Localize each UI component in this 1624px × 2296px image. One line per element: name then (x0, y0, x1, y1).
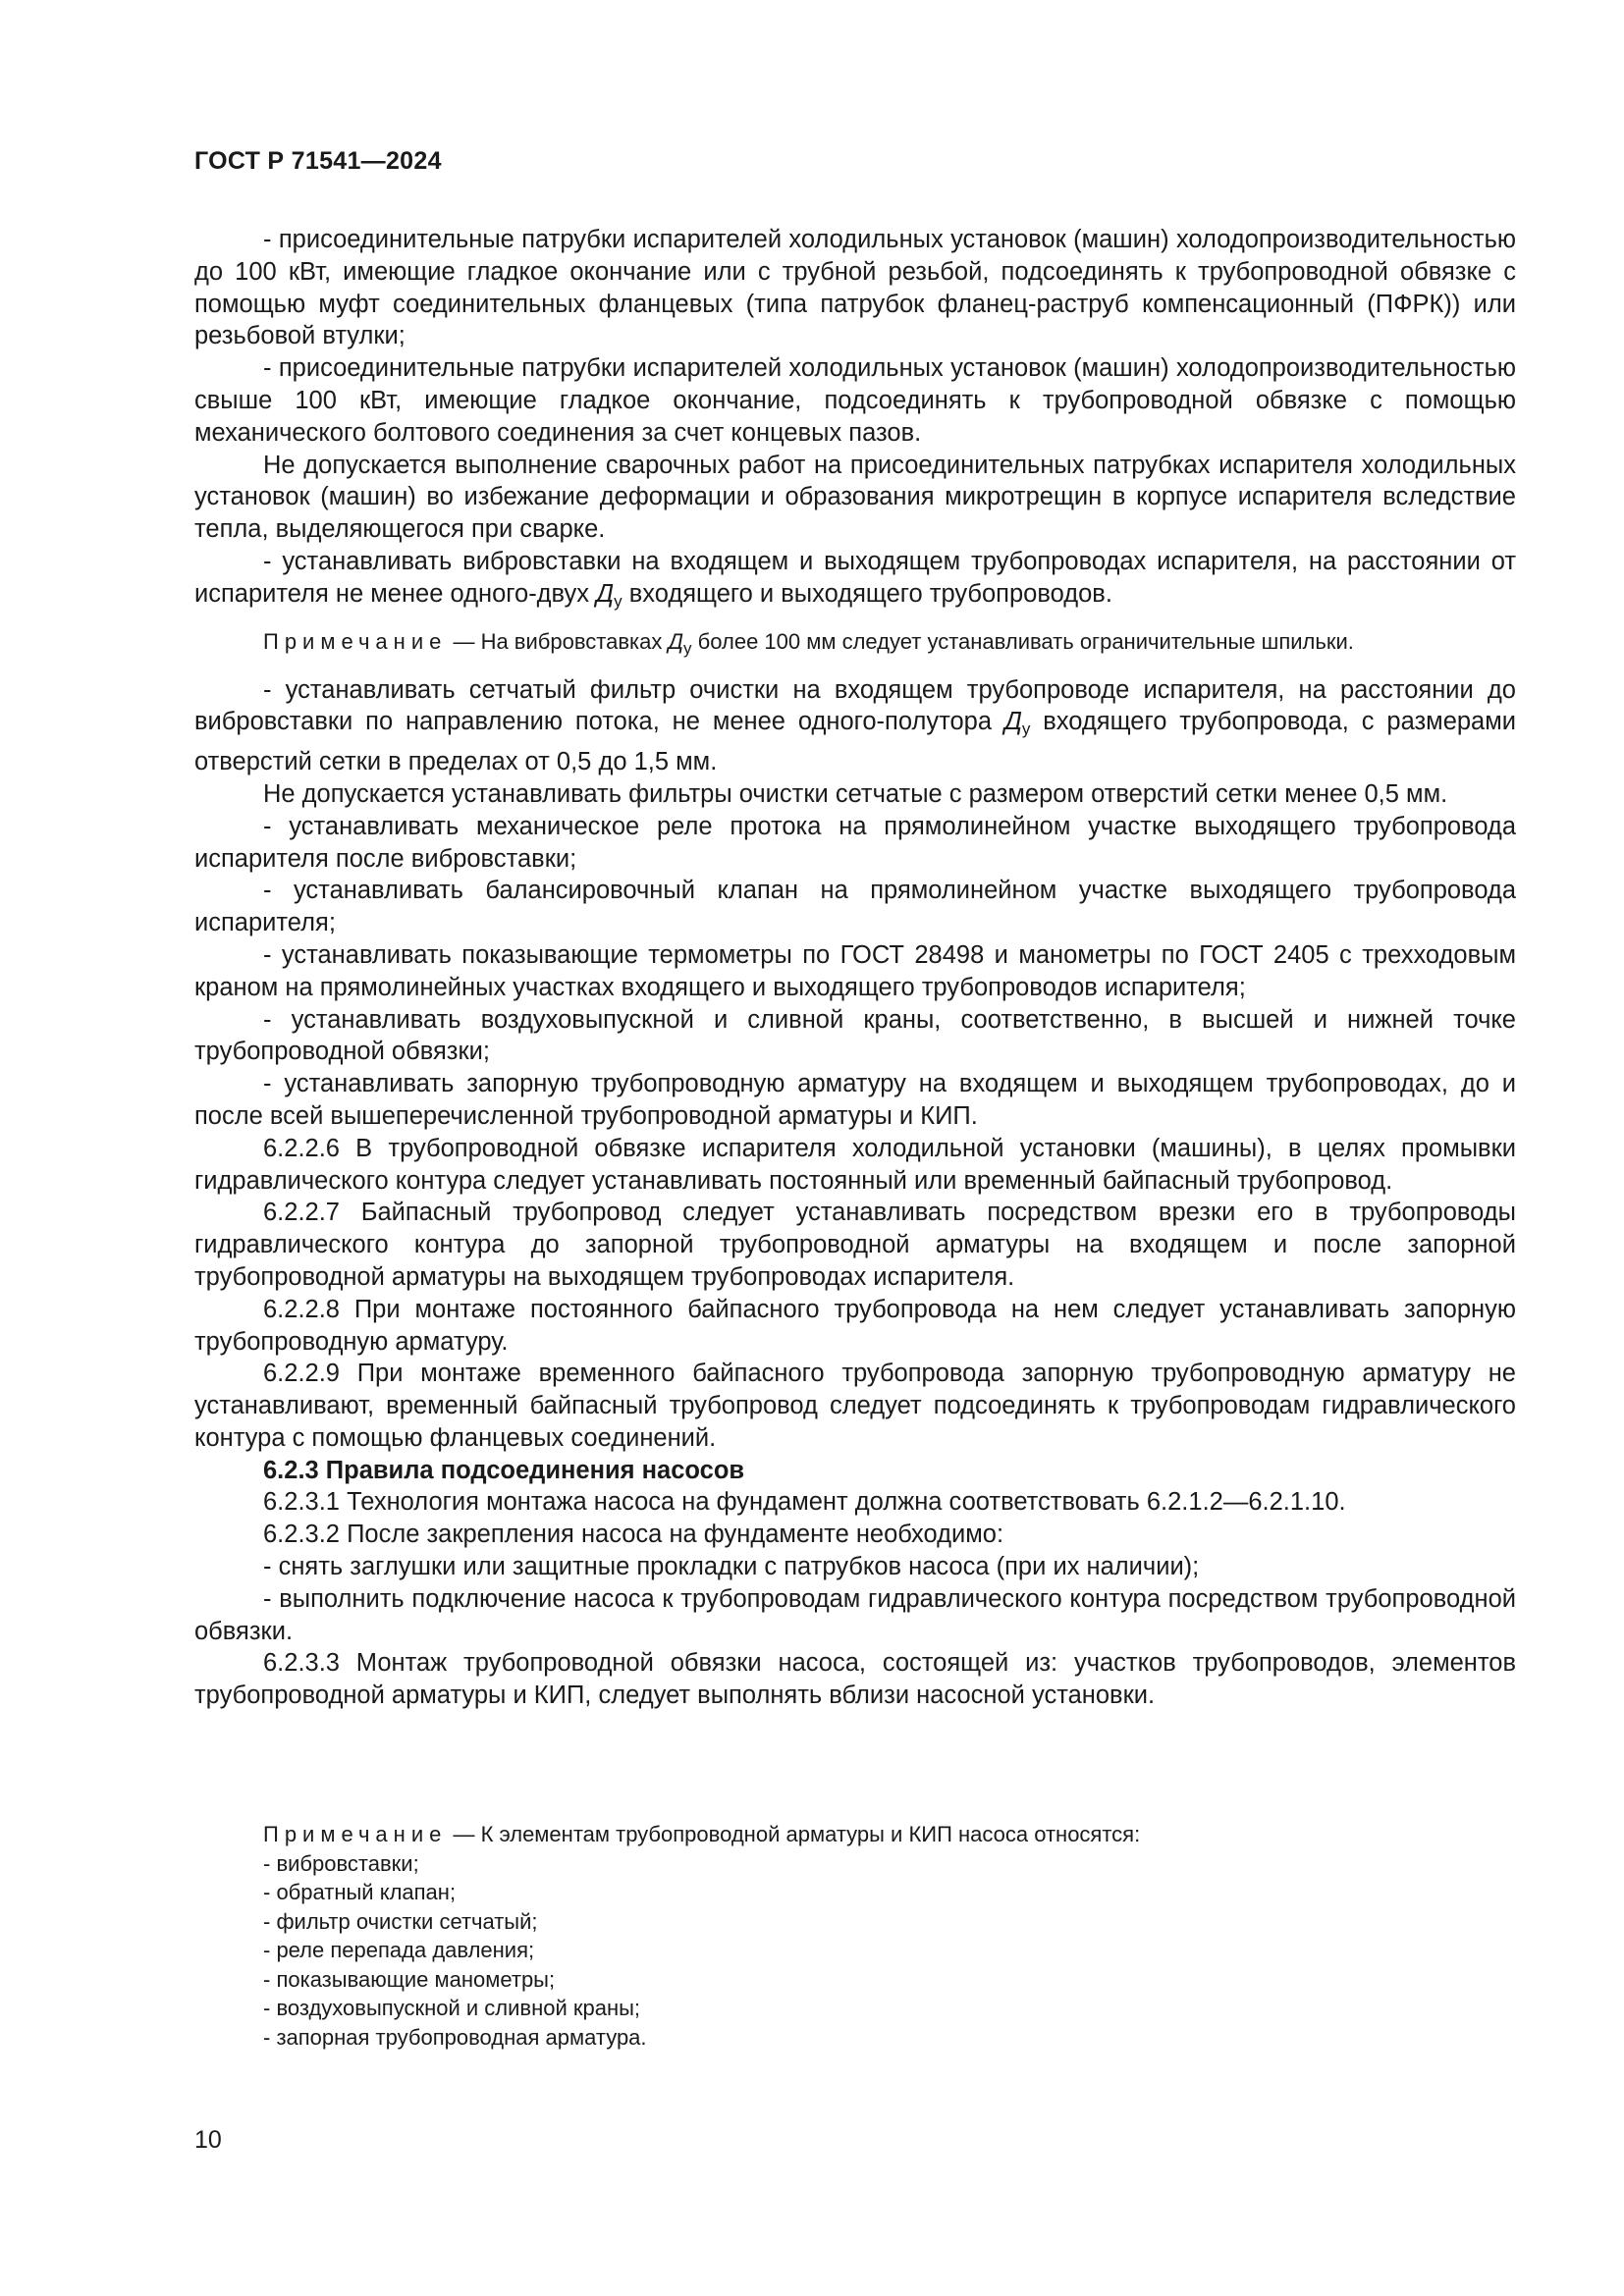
paragraph-text: - устанавливать вибровставки на входящем и выходящем трубопроводах испарителя, на расстоянии от испарителя не менее одного-двух (194, 547, 1516, 608)
document-header: ГОСТ Р 71541—2024 (194, 147, 442, 175)
nominal-diameter-symbol: $Д_у$ (596, 579, 623, 611)
note (194, 628, 1516, 663)
paragraph: - устанавливать запорную трубопроводную арматуру на входящем и выходящем трубопроводах, до и после всей вышеперечисленной трубопроводной арматуры и КИП. (194, 1070, 1516, 1130)
paragraph: - выполнить подключение насоса к трубопроводам гидравлического контура посредством трубопроводной обвязки. (194, 1584, 1516, 1645)
paragraph-text: входящего и выходящего трубопроводов. (628, 579, 1112, 608)
list-item: - реле перепада давления; (263, 1938, 535, 1962)
list-item: - запорная трубопроводная арматура. (263, 2024, 647, 2050)
note-label: Примечание (263, 628, 448, 654)
note-text: более 100 мм следует устанавливать ограничительные шпильки. (697, 628, 1354, 654)
paragraph (194, 546, 1516, 618)
paragraph: - снять заглушки или защитные прокладки с патрубков насоса (при их наличии); (263, 1553, 1200, 1581)
paragraph: Не допускается выполнение сварочных работ на присоединительных патрубках испарителя холодильных установок (машин) во избежание деформации и образования микротрещин в корпусе испарителя вследствие тепла, выделяющегося при сварке. (194, 451, 1516, 544)
list-item: - вибровставки; (263, 1850, 419, 1876)
section-heading: 6.2.3 Правила подсоединения насосов (263, 1456, 745, 1484)
nominal-diameter-symbol: $Д_у$ (1003, 708, 1031, 739)
paragraph-text: входящего трубопровода, с размерами отверстий сетки в пределах от 0,5 до 1,5 мм. (194, 708, 1517, 776)
paragraph: 6.2.3.2 После закрепления насоса на фундаменте необходимо: (263, 1521, 1004, 1549)
paragraph: - присоединительные патрубки испарителей холодильных установок (машин) холодопроизводительностью до 100 кВт, имеющие гладкое окончание или с трубной резьбой, подсоединять к трубопроводной обвязке с помощью муфт соединительных фланцевых (типа патрубок фланец-раструб компенсационный (ПФРК)) или резьбовой втулки; (194, 226, 1516, 350)
paragraph: - устанавливать воздуховыпускной и сливной краны, соответственно, в высшей и нижней точке трубопроводной обвязки; (194, 1005, 1516, 1066)
nominal-diameter-symbol: $Д_у$ (668, 628, 692, 658)
paragraph: 6.2.2.8 При монтаже постоянного байпасного трубопровода на нем следует устанавливать запорную трубопроводную арматуру. (194, 1295, 1516, 1356)
list-item: - воздуховыпускной и сливной краны; (263, 1996, 641, 2020)
document-body (194, 224, 1516, 1712)
note-text: — К элементам трубопроводной арматуры и КИП насоса относятся: (447, 1822, 1141, 1846)
note-intro (263, 1820, 1441, 1849)
list-item: - фильтр очистки сетчатый; (263, 1908, 538, 1934)
paragraph: - присоединительные патрубки испарителей холодильных установок (машин) холодопроизводительностью свыше 100 кВт, имеющие гладкое окончание, подсоединять к трубопроводной обвязке с помощью механического болтового соединения за счет концевых пазов. (194, 354, 1516, 447)
paragraph: 6.2.2.7 Байпасный трубопровод следует устанавливать посредством врезки его в трубопроводы гидравлического контура до запорной трубопроводной арматуры на входящем и после запорной трубопроводной арматуры на выходящем трубопроводах испарителя. (194, 1199, 1516, 1291)
paragraph-text: - устанавливать сетчатый фильтр очистки на входящем трубопроводе испарителя, на расстоянии до вибровставки по направлению потока, не менее одного-полутора (194, 675, 1516, 736)
paragraph: - устанавливать балансировочный клапан на прямолинейном участке выходящего трубопровода испарителя; (194, 877, 1516, 937)
paragraph: Не допускается устанавливать фильтры очистки сетчатые с размером отверстий сетки менее 0,5 мм. (263, 779, 1448, 808)
paragraph: - устанавливать механическое реле протока на прямолинейном участке выходящего трубопровода испарителя после вибровставки; (194, 812, 1516, 873)
page-number: 10 (194, 2126, 222, 2154)
paragraph: - устанавливать показывающие термометры по ГОСТ 28498 и манометры по ГОСТ 2405 с трехходовым краном на прямолинейных участках входящего и выходящего трубопроводов испарителя; (194, 940, 1516, 1001)
pump-fittings-note (263, 1820, 1441, 2052)
paragraph: 6.2.2.9 При монтаже временного байпасного трубопровода запорную трубопроводную арматуру не устанавливают, временный байпасный трубопровод следует подсоединять к трубопроводам гидравлического контура с помощью фланцевых соединений. (194, 1360, 1516, 1452)
note-text: — На вибровставках (447, 628, 663, 654)
list-item: - обратный клапан; (263, 1880, 457, 1904)
paragraph (194, 674, 1516, 778)
list-item: - показывающие манометры; (263, 1966, 556, 1992)
paragraph: 6.2.3.3 Монтаж трубопроводной обвязки насоса, состоящей из: участков трубопроводов, элементов трубопроводной арматуры и КИП, следует выполнять вблизи насосной установки. (194, 1649, 1516, 1710)
note-label: Примечание (263, 1822, 448, 1846)
paragraph: 6.2.3.1 Технология монтажа насоса на фундамент должна соответствовать 6.2.1.2—6.2.1.10. (263, 1488, 1346, 1517)
paragraph: 6.2.2.6 В трубопроводной обвязке испарителя холодильной установки (машины), в целях промывки гидравлического контура следует устанавливать постоянный или временный байпасный трубопровод. (194, 1134, 1516, 1195)
